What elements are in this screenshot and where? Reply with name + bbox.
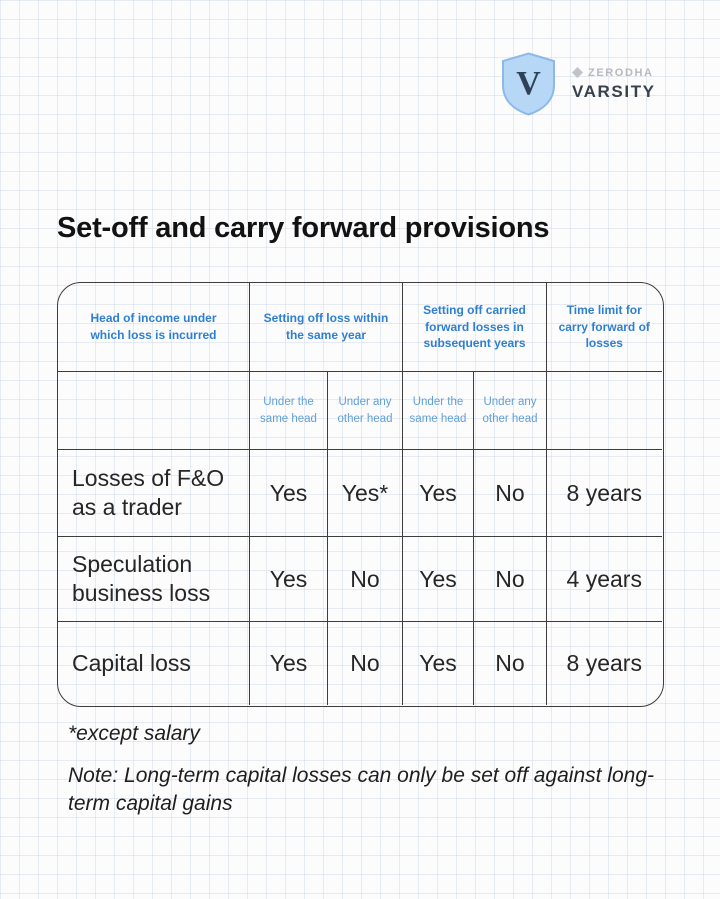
zerodha-label: ZERODHA <box>588 66 654 79</box>
varsity-shield-icon <box>499 52 558 116</box>
cell-cap-same-year-same-head: Yes <box>250 622 328 705</box>
cell-spec-same-year-same-head: Yes <box>250 537 328 622</box>
cell-spec-same-year-other-head: No <box>328 537 403 622</box>
shield-letter: V <box>516 65 541 102</box>
header-setting-off-same-year: Setting off loss within the same year <box>250 283 403 372</box>
cell-cap-carried-other-head: No <box>474 622 547 705</box>
page-title: Set-off and carry forward provisions <box>57 212 550 244</box>
cell-fo-carried-same-head: Yes <box>403 450 474 537</box>
cell-cap-same-year-other-head: No <box>328 622 403 705</box>
zerodha-wordmark <box>572 67 656 79</box>
cell-cap-time-limit: 8 years <box>566 650 642 676</box>
header-head-of-income: Head of income under which loss is incurred <box>58 283 250 372</box>
cell-spec-carried-same-head: Yes <box>403 537 474 622</box>
provisions-table <box>57 282 664 707</box>
cell-fo-time-limit: 8 years <box>547 450 662 537</box>
row-label-speculation-loss: Speculation business loss <box>58 537 250 622</box>
cell-spec-time-limit: 4 years <box>547 537 662 622</box>
brand-wordmarks <box>572 67 656 102</box>
cell-fo-same-year-same-head: Yes <box>250 450 328 537</box>
header-setting-off-carried-forward: Setting off carried forward losses in subsequent years <box>403 283 547 372</box>
row-label-capital-loss: Capital loss <box>58 622 250 705</box>
subheader-same-head-1: Under the same head <box>250 372 328 450</box>
cell-spec-carried-other-head: No <box>474 537 547 622</box>
cell-fo-same-year-other-head: Yes* <box>328 450 403 537</box>
footnote-except-salary: *except salary <box>68 722 200 745</box>
cell-cap-carried-same-head: Yes <box>403 622 474 705</box>
header-time-limit: Time limit for carry forward of losses <box>547 283 662 372</box>
subheader-other-head-2: Under any other head <box>474 372 547 450</box>
row-label-fo-losses: Losses of F&O as a trader <box>58 450 250 537</box>
subheader-other-head-1: Under any other head <box>328 372 403 450</box>
subheader-same-head-2: Under the same head <box>403 372 474 450</box>
varsity-label: VARSITY <box>572 81 656 101</box>
zerodha-kite-icon <box>572 67 583 78</box>
subheader-spacer-right <box>547 372 662 450</box>
brand-logo <box>499 52 656 116</box>
cell-fo-carried-other-head: No <box>474 450 547 537</box>
subheader-spacer-left <box>58 372 250 450</box>
footnote-long-term-note: Note: Long-term capital losses can only be set off against long-term capital gains <box>68 764 654 815</box>
